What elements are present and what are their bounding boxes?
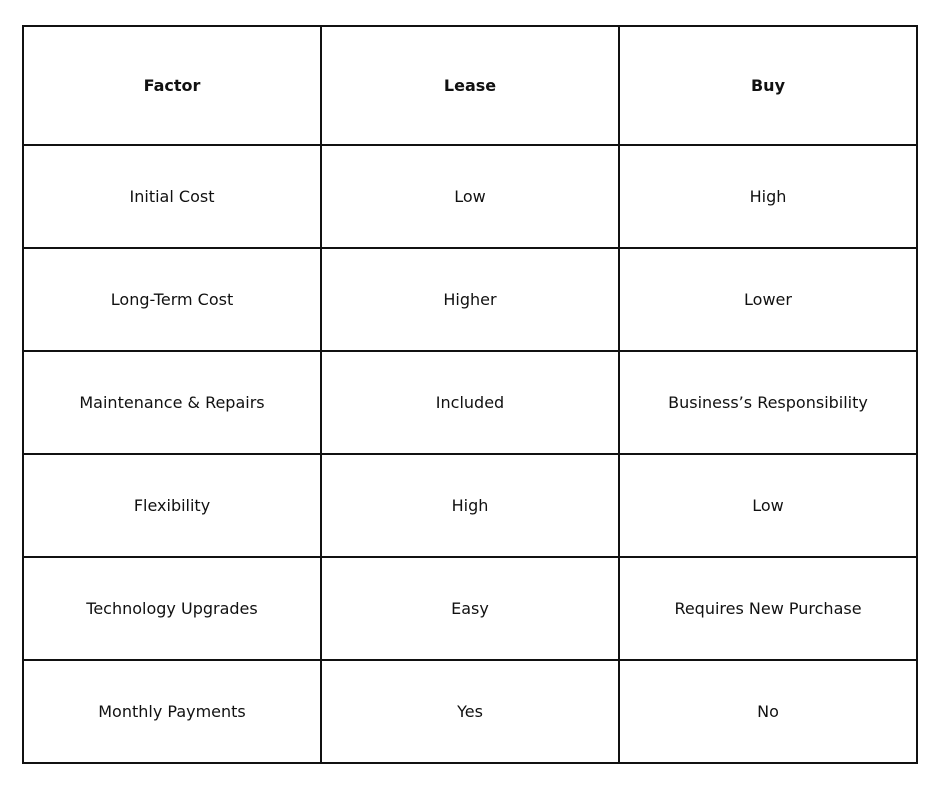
cell-buy: High (619, 145, 917, 248)
table-row (23, 454, 917, 557)
cell-factor: Initial Cost (23, 145, 321, 248)
lease-vs-buy-table (22, 25, 918, 764)
cell-lease: Included (321, 351, 619, 454)
header-lease: Lease (321, 26, 619, 145)
cell-factor: Technology Upgrades (23, 557, 321, 660)
cell-factor: Flexibility (23, 454, 321, 557)
table-row (23, 557, 917, 660)
cell-buy: Low (619, 454, 917, 557)
cell-buy: Lower (619, 248, 917, 351)
table-row (23, 145, 917, 248)
cell-lease: Higher (321, 248, 619, 351)
cell-buy: Business’s Responsibility (619, 351, 917, 454)
table-row (23, 248, 917, 351)
cell-lease: Yes (321, 660, 619, 763)
table-row (23, 660, 917, 763)
table-row (23, 351, 917, 454)
cell-lease: High (321, 454, 619, 557)
cell-lease: Easy (321, 557, 619, 660)
cell-buy: No (619, 660, 917, 763)
header-buy: Buy (619, 26, 917, 145)
cell-factor: Monthly Payments (23, 660, 321, 763)
cell-lease: Low (321, 145, 619, 248)
cell-factor: Maintenance & Repairs (23, 351, 321, 454)
header-factor: Factor (23, 26, 321, 145)
cell-buy: Requires New Purchase (619, 557, 917, 660)
header-row (23, 26, 917, 145)
cell-factor: Long-Term Cost (23, 248, 321, 351)
